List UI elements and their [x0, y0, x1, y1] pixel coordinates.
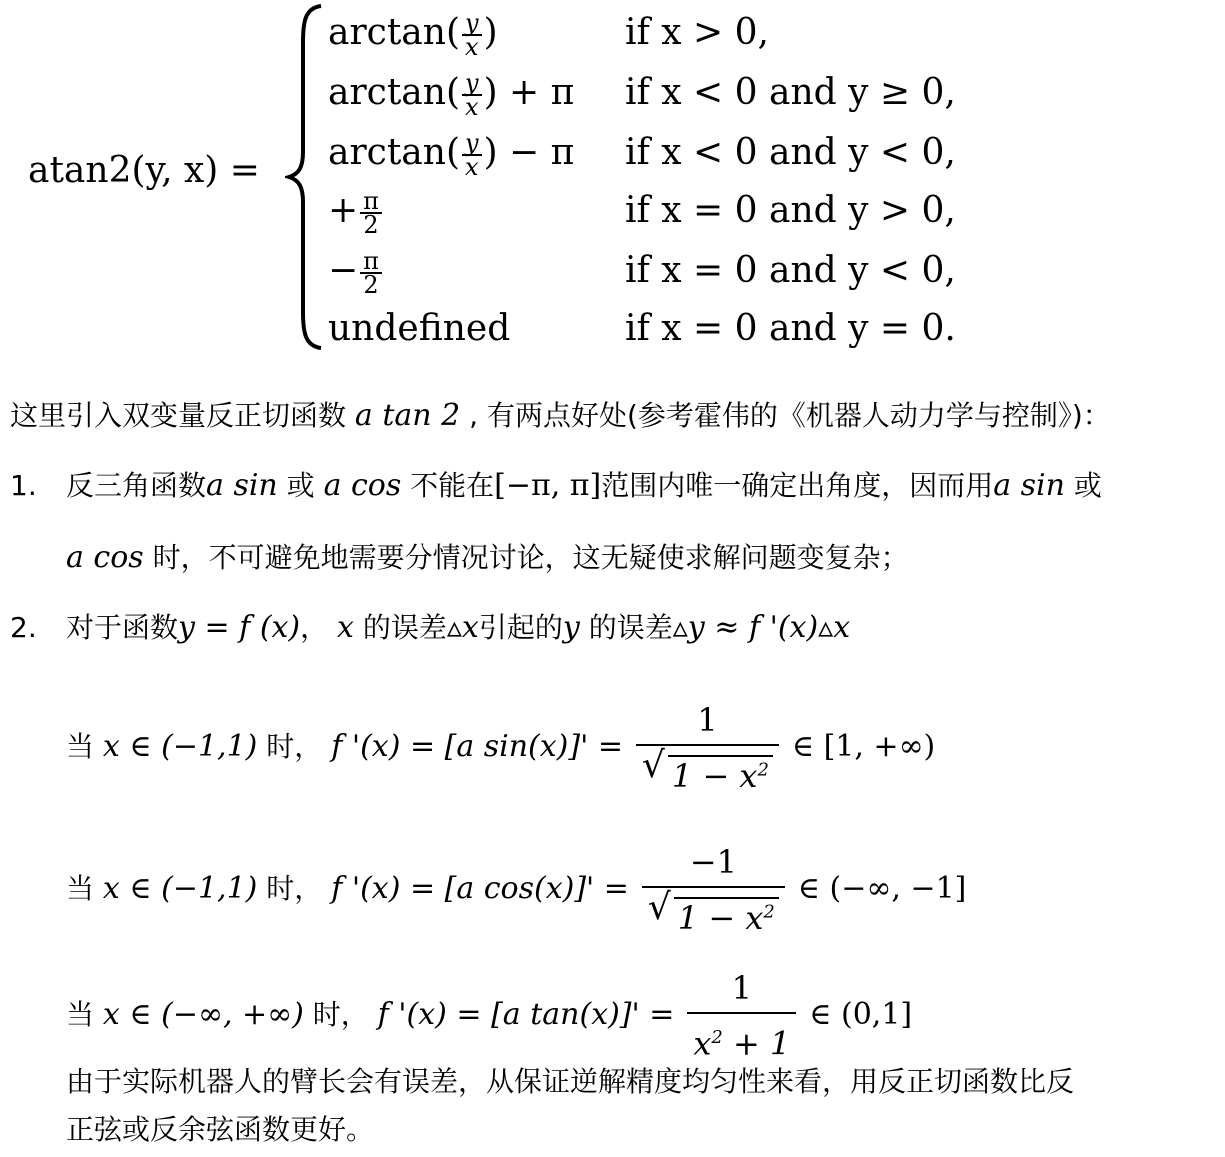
case-4-cond: if x = 0 and y > 0,: [625, 190, 956, 231]
deriv-atan: 当 x ∈ (−∞, +∞) 时， f '(x) = [a tan(x)]' = $\frac{1}{x^2 + 1}$ ∈ (0,1]: [66, 969, 913, 1063]
case-1-frac: $\frac{y}{x}$: [462, 12, 482, 58]
deriv-asin: 当 x ∈ (−1,1) 时， f '(x) = [a sin(x)]' = 1 √ $1 - x^2$ ∈ [1, +∞): [66, 701, 936, 795]
conclusion-line-2: 正弦或反余弦函数更好。: [66, 1113, 375, 1146]
case-4-frac: $\frac{\pi}{2}$: [360, 190, 382, 236]
case-3-cond: if x < 0 and y < 0,: [625, 132, 956, 173]
case-1-cond: if x > 0,: [625, 12, 769, 53]
case-2-expr: arctan( $\frac{y}{x}$ ) + π: [328, 69, 575, 121]
case-3-expr: arctan( $\frac{y}{x}$ ) − π: [328, 129, 575, 181]
deriv-acos-frac: −1 √ $1 - x^2$: [642, 842, 785, 938]
case-5-expr: − $\frac{\pi}{2}$: [328, 242, 384, 300]
deriv-acos: 当 x ∈ (−1,1) 时， f '(x) = [a cos(x)]' = −1 √ $1 - x^2$ ∈ (−∞, −1]: [66, 843, 967, 937]
item-1-line-2: a cos 时，不可避免地需要分情况讨论，这无疑使求解问题变复杂；: [66, 540, 909, 575]
case-6-expr: undefined: [328, 308, 511, 349]
item-1-line-1: 反三角函数a sin 或 a cos 不能在[−π, π]范围内唯一确定出角度，因而用a sin 或: [66, 468, 1102, 503]
item-2-line: 对于函数y = f (x)， x 的误差▵x引起的y 的误差▵y ≈ f '(x)▵x: [66, 610, 851, 645]
left-brace: [285, 2, 325, 352]
intro-paragraph: [10, 396, 1111, 436]
case-6-cond: if x = 0 and y = 0.: [625, 308, 956, 349]
case-5-cond: if x = 0 and y < 0,: [625, 250, 956, 291]
case-2-cond: if x < 0 and y ≥ 0,: [625, 72, 956, 113]
case-5-frac: $\frac{\pi}{2}$: [360, 250, 382, 296]
conclusion-line-1: 由于实际机器人的臂长会有误差，从保证逆解精度均匀性来看，用反正切函数比反: [66, 1065, 1075, 1098]
case-4-expr: + $\frac{\pi}{2}$: [328, 182, 384, 240]
intro-text: 这里引入双变量反正切函数: [10, 399, 347, 432]
list-marker-1: 1.: [10, 469, 37, 502]
intro-math: a tan 2: [354, 398, 461, 433]
case-1-expr: arctan( $\frac{y}{x}$ ): [328, 9, 498, 61]
atan2-lhs: atan2(y, x) =: [28, 150, 260, 191]
deriv-atan-frac: $\frac{1}{x^2 + 1}$: [687, 968, 796, 1064]
intro-text-after: , 有两点好处(参考霍伟的《机器人动力学与控制》)：: [469, 399, 1111, 432]
case-3-frac: $\frac{y}{x}$: [462, 132, 482, 178]
list-marker-2: 2.: [10, 611, 37, 644]
deriv-asin-frac: 1 √ $1 - x^2$: [636, 700, 779, 796]
case-2-frac: $\frac{y}{x}$: [462, 72, 482, 118]
